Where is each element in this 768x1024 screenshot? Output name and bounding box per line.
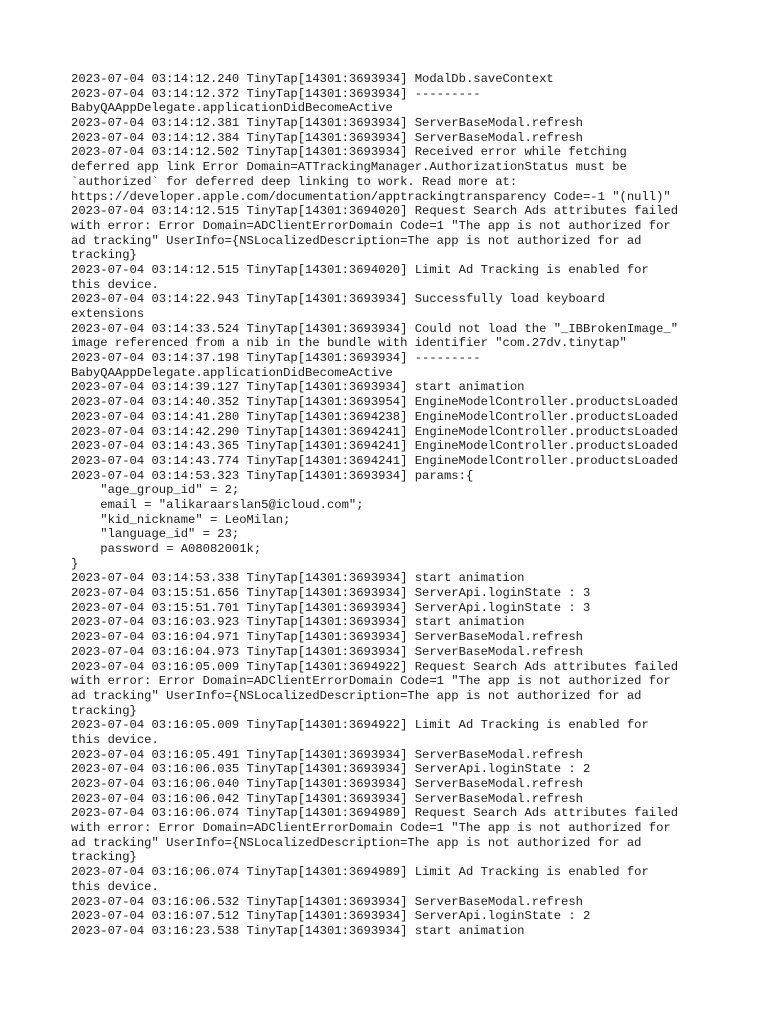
log-line: 2023-07-04 03:15:51.701 TinyTap[14301:3693934] ServerApi.loginState : 3	[71, 600, 591, 615]
log-line: deferred app link Error Domain=ATTrackingManager.AuthorizationStatus must be	[71, 160, 627, 175]
log-line: 2023-07-04 03:15:51.656 TinyTap[14301:3693934] ServerApi.loginState : 3	[71, 586, 591, 601]
log-line: 2023-07-04 03:16:06.074 TinyTap[14301:3694989] Limit Ad Tracking is enabled for	[71, 865, 649, 880]
log-line: with error: Error Domain=ADClientErrorDomain Code=1 "The app is not authorized for	[71, 218, 671, 233]
log-line: extensions	[71, 307, 145, 321]
log-line: tracking}	[71, 850, 137, 865]
log-line: 2023-07-04 03:14:12.502 TinyTap[14301:3693934] Received error while fetching	[71, 145, 627, 160]
log-line: password = A08082001k;	[71, 542, 262, 556]
log-line: 2023-07-04 03:14:40.352 TinyTap[14301:3693954] EngineModelController.productsLoaded	[71, 395, 679, 410]
log-line: 2023-07-04 03:14:12.384 TinyTap[14301:3693934] ServerBaseModal.refresh	[71, 130, 583, 145]
log-line: https://developer.apple.com/documentation/apptrackingtransparency Code=-1 "(null)"	[71, 189, 671, 204]
log-line: 2023-07-04 03:14:41.280 TinyTap[14301:3694238] EngineModelController.productsLoaded	[71, 409, 679, 424]
log-line: tracking}	[71, 703, 137, 718]
log-line: 2023-07-04 03:14:43.774 TinyTap[14301:3694241] EngineModelController.productsLoaded	[71, 453, 679, 468]
log-line: this device.	[71, 277, 159, 292]
log-line: 2023-07-04 03:14:37.198 TinyTap[14301:3693934] ---------	[71, 351, 481, 366]
log-line: "kid_nickname" = LeoMilan;	[71, 512, 291, 527]
log-line: 2023-07-04 03:16:06.035 TinyTap[14301:3693934] ServerApi.loginState : 2	[71, 762, 591, 777]
log-line: 2023-07-04 03:16:04.973 TinyTap[14301:3693934] ServerBaseModal.refresh	[71, 644, 583, 659]
log-line: image referenced from a nib in the bundle with identifier "com.27dv.tinytap"	[71, 336, 627, 351]
log-line: 2023-07-04 03:14:12.515 TinyTap[14301:3694020] Request Search Ads attributes failed	[71, 204, 679, 219]
log-line: 2023-07-04 03:16:05.491 TinyTap[14301:3693934] ServerBaseModal.refresh	[71, 747, 583, 762]
log-line: ad tracking" UserInfo={NSLocalizedDescription=The app is not authorized for ad	[71, 835, 642, 850]
log-line: "language_id" = 23;	[71, 527, 240, 542]
log-line: 2023-07-04 03:16:23.538 TinyTap[14301:3693934] start animation	[71, 923, 525, 938]
log-line: BabyQAAppDelegate.applicationDidBecomeActive	[71, 365, 393, 380]
log-line: "age_group_id" = 2;	[71, 483, 240, 498]
log-line: BabyQAAppDelegate.applicationDidBecomeActive	[71, 101, 393, 116]
log-line: 2023-07-04 03:16:06.042 TinyTap[14301:3693934] ServerBaseModal.refresh	[71, 791, 583, 806]
log-line: 2023-07-04 03:14:33.524 TinyTap[14301:3693934] Could not load the "_IBBrokenImage_"	[71, 321, 679, 336]
log-document	[71, 72, 721, 939]
log-line: 2023-07-04 03:14:12.240 TinyTap[14301:3693934] ModalDb.saveContext	[71, 72, 554, 86]
log-line: 2023-07-04 03:16:07.512 TinyTap[14301:3693934] ServerApi.loginState : 2	[71, 909, 591, 924]
log-line: 2023-07-04 03:16:06.040 TinyTap[14301:3693934] ServerBaseModal.refresh	[71, 777, 583, 791]
log-line: 2023-07-04 03:14:42.290 TinyTap[14301:3694241] EngineModelController.productsLoaded	[71, 424, 679, 439]
log-line: 2023-07-04 03:14:12.372 TinyTap[14301:3693934] ---------	[71, 86, 481, 101]
log-line: 2023-07-04 03:14:53.338 TinyTap[14301:3693934] start animation	[71, 571, 525, 586]
log-line: 2023-07-04 03:16:06.074 TinyTap[14301:3694989] Request Search Ads attributes failed	[71, 806, 679, 821]
log-line: 2023-07-04 03:14:22.943 TinyTap[14301:3693934] Successfully load keyboard	[71, 292, 605, 307]
log-line: with error: Error Domain=ADClientErrorDomain Code=1 "The app is not authorized for	[71, 674, 671, 689]
log-line: ad tracking" UserInfo={NSLocalizedDescription=The app is not authorized for ad	[71, 233, 642, 248]
log-line: 2023-07-04 03:16:04.971 TinyTap[14301:3693934] ServerBaseModal.refresh	[71, 630, 583, 645]
log-line: 2023-07-04 03:14:43.365 TinyTap[14301:3694241] EngineModelController.productsLoaded	[71, 439, 679, 454]
log-line: 2023-07-04 03:16:05.009 TinyTap[14301:3694922] Limit Ad Tracking is enabled for	[71, 718, 649, 733]
log-line: this device.	[71, 732, 159, 747]
log-line: this device.	[71, 879, 159, 894]
log-line: 2023-07-04 03:16:06.532 TinyTap[14301:3693934] ServerBaseModal.refresh	[71, 894, 583, 909]
log-line: 2023-07-04 03:14:12.381 TinyTap[14301:3693934] ServerBaseModal.refresh	[71, 116, 583, 131]
log-line: email = "alikaraarslan5@icloud.com";	[71, 497, 364, 512]
log-line: 2023-07-04 03:14:12.515 TinyTap[14301:3694020] Limit Ad Tracking is enabled for	[71, 262, 649, 277]
log-line: 2023-07-04 03:16:05.009 TinyTap[14301:3694922] Request Search Ads attributes failed	[71, 659, 679, 674]
log-line: with error: Error Domain=ADClientErrorDomain Code=1 "The app is not authorized for	[71, 821, 671, 836]
log-line: 2023-07-04 03:14:53.323 TinyTap[14301:3693934] params:{	[71, 468, 474, 483]
log-line: 2023-07-04 03:14:39.127 TinyTap[14301:3693934] start animation	[71, 380, 525, 395]
log-line: 2023-07-04 03:16:03.923 TinyTap[14301:3693934] start animation	[71, 615, 525, 630]
log-line: `authorized` for deferred deep linking to work. Read more at:	[71, 174, 518, 189]
log-line: tracking}	[71, 248, 137, 263]
log-line: ad tracking" UserInfo={NSLocalizedDescription=The app is not authorized for ad	[71, 688, 642, 703]
log-line: }	[71, 556, 79, 571]
